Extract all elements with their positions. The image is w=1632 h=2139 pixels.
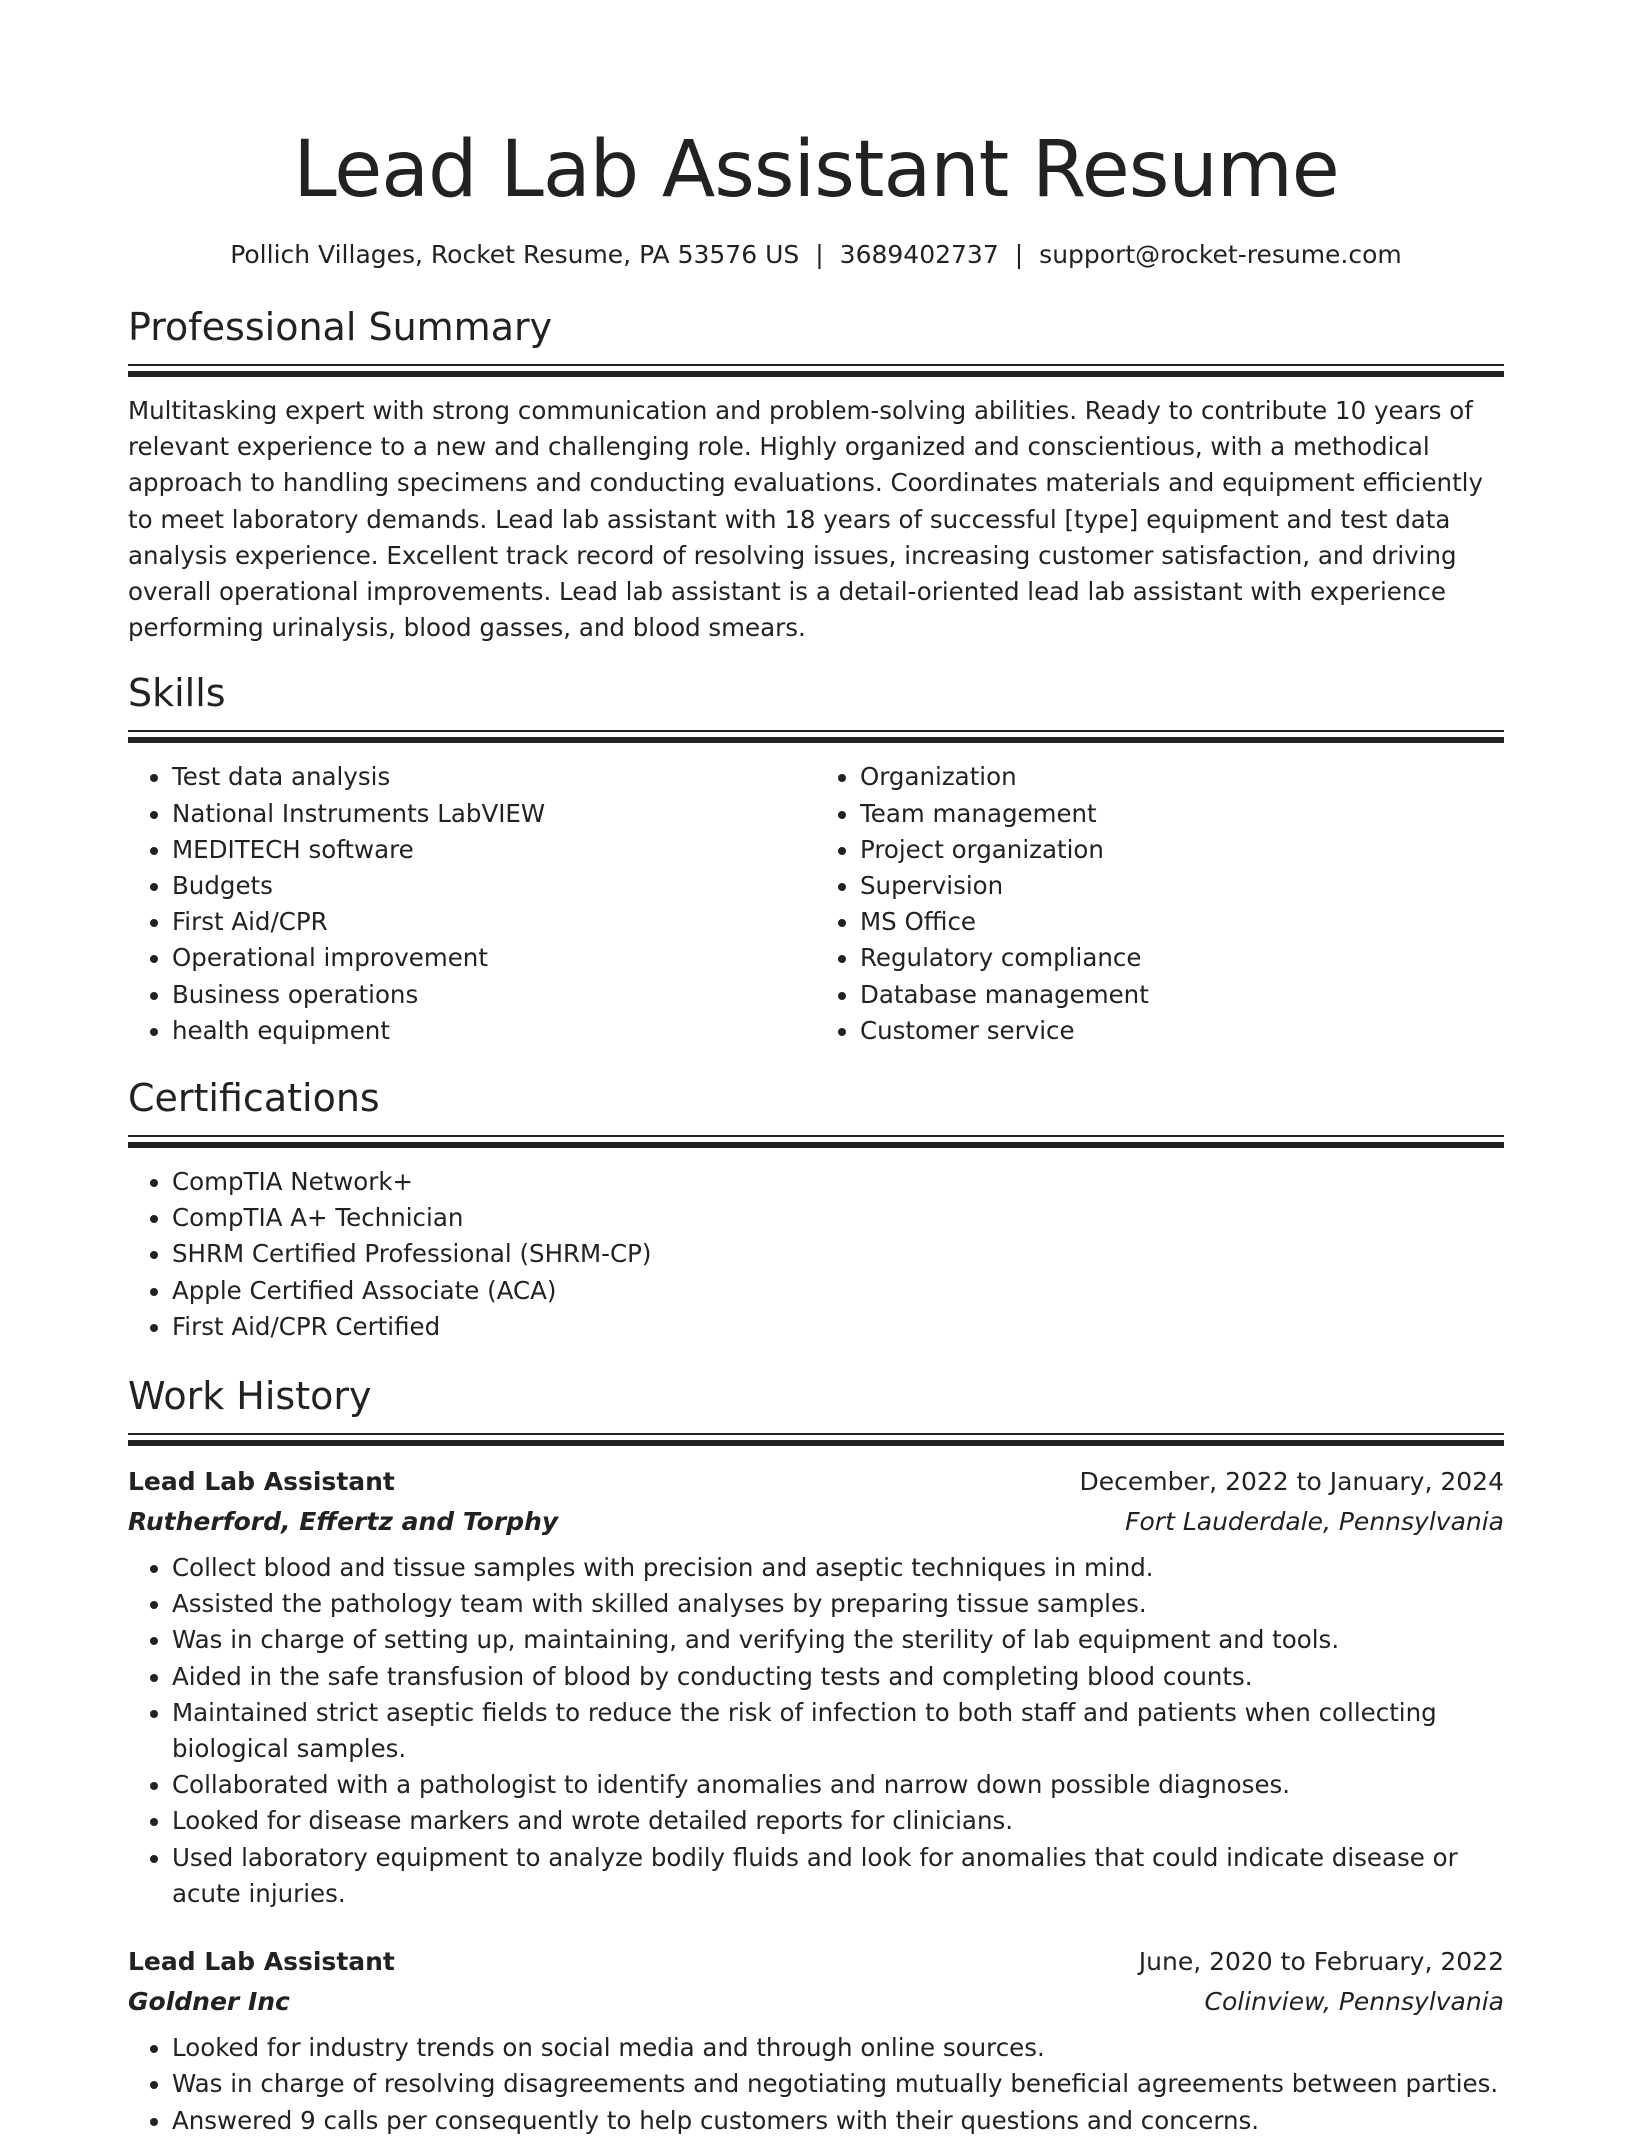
list-item: • Maintained strict aseptic fields to reduce the risk of infection to both staff and patients when collecting biological samples. bbox=[172, 1695, 1504, 1767]
job-location: Colinview, Pennsylvania bbox=[1204, 1987, 1504, 2017]
list-item: • SHRM Certified Professional (SHRM-CP) bbox=[172, 1236, 1504, 1272]
job-bullets bbox=[128, 2030, 1504, 2139]
job-entry bbox=[128, 1462, 1504, 1912]
job-entry bbox=[128, 1942, 1504, 2139]
list-item: • Test data analysis bbox=[172, 759, 816, 795]
job-company-row bbox=[128, 1982, 1504, 2022]
contact-phone: 3689402737 bbox=[839, 240, 999, 269]
skills-list-right bbox=[816, 759, 1504, 1049]
certifications-section bbox=[128, 1073, 1504, 1345]
list-item: • Apple Certified Associate (ACA) bbox=[172, 1273, 1504, 1309]
section-heading: Work History bbox=[128, 1374, 372, 1419]
list-item: • CompTIA Network+ bbox=[172, 1164, 1504, 1200]
list-item: • MEDITECH software bbox=[172, 832, 816, 868]
job-header-row bbox=[128, 1462, 1504, 1502]
list-item: • MS Office bbox=[860, 904, 1504, 940]
list-item: • Operational improvement bbox=[172, 940, 816, 976]
list-item: • Team management bbox=[860, 796, 1504, 832]
job-dates: December, 2022 to January, 2024 bbox=[1079, 1467, 1504, 1497]
list-item: • Collaborated with a pathologist to identify anomalies and narrow down possible diagnoses. bbox=[172, 1767, 1504, 1803]
list-item: • Assisted the pathology team with skilled analyses by preparing tissue samples. bbox=[172, 1586, 1504, 1622]
list-item: • Regulatory compliance bbox=[860, 940, 1504, 976]
list-item: • Used laboratory equipment to analyze bodily fluids and look for anomalies that could indicate disease or acute injuries. bbox=[172, 1840, 1504, 1912]
list-item: • CompTIA A+ Technician bbox=[172, 1200, 1504, 1236]
list-item: • Business operations bbox=[172, 977, 816, 1013]
contact-line bbox=[128, 238, 1504, 272]
list-item: • Aided in the safe transfusion of blood by conducting tests and completing blood counts. bbox=[172, 1659, 1504, 1695]
list-item: • Organization bbox=[860, 759, 1504, 795]
job-header-row bbox=[128, 1942, 1504, 1982]
list-item: • Looked for industry trends on social media and through online sources. bbox=[172, 2030, 1504, 2066]
list-item: • Budgets bbox=[172, 868, 816, 904]
summary-text: Multitasking expert with strong communication and problem-solving abilities. Ready to contribute 10 years of relevant experience to a new and challenging role. Highly organized and conscientious, with a methodical approach to handling specimens and conducting evaluations. Coordinates materials and equipment efficiently to meet laboratory demands. Lead lab assistant with 18 years of successful [type] equipment and test data analysis experience. Excellent track record of resolving issues, increasing customer satisfaction, and driving overall operational improvements. Lead lab assistant is a detail-oriented lead lab assistant with experience performing urinalysis, blood gasses, and blood smears. bbox=[128, 396, 1483, 643]
job-company-row bbox=[128, 1502, 1504, 1542]
skills-columns bbox=[128, 759, 1504, 1049]
list-item: • Was in charge of resolving disagreements and negotiating mutually beneficial agreements between parties. bbox=[172, 2066, 1504, 2102]
section-divider bbox=[128, 1433, 1504, 1446]
list-item: • Project organization bbox=[860, 832, 1504, 868]
list-item: • Supervision bbox=[860, 868, 1504, 904]
section-divider bbox=[128, 1135, 1504, 1148]
list-item: • health equipment bbox=[172, 1013, 816, 1049]
list-item: • First Aid/CPR Certified bbox=[172, 1309, 1504, 1345]
list-item: • Database management bbox=[860, 977, 1504, 1013]
skills-section bbox=[128, 668, 1504, 1049]
section-divider bbox=[128, 364, 1504, 377]
section-heading: Skills bbox=[128, 671, 226, 716]
job-company: Rutherford, Effertz and Torphy bbox=[128, 1507, 559, 1537]
contact-separator: | bbox=[1014, 240, 1024, 269]
job-bullets bbox=[128, 1550, 1504, 1912]
job-title: Lead Lab Assistant bbox=[128, 1467, 395, 1497]
list-item: • National Instruments LabVIEW bbox=[172, 796, 816, 832]
list-item: • Was in charge of setting up, maintaining, and verifying the sterility of lab equipment and tools. bbox=[172, 1622, 1504, 1658]
list-item: • Collect blood and tissue samples with precision and aseptic techniques in mind. bbox=[172, 1550, 1504, 1586]
summary-section bbox=[128, 302, 1504, 646]
section-divider bbox=[128, 730, 1504, 743]
certifications-list bbox=[128, 1164, 1504, 1345]
section-heading: Certifications bbox=[128, 1076, 380, 1121]
contact-separator: | bbox=[815, 240, 824, 269]
list-item: • Looked for disease markers and wrote detailed reports for clinicians. bbox=[172, 1803, 1504, 1839]
work-section bbox=[128, 1371, 1504, 2139]
contact-email: support@rocket-resume.com bbox=[1039, 240, 1402, 269]
work-history-list bbox=[128, 1462, 1504, 2139]
contact-address: Pollich Villages, Rocket Resume, PA 53576 US bbox=[230, 240, 800, 269]
page-title: Lead Lab Assistant Resume bbox=[293, 125, 1339, 215]
job-company: Goldner Inc bbox=[128, 1987, 290, 2017]
list-item: • First Aid/CPR bbox=[172, 904, 816, 940]
skills-list-left bbox=[128, 759, 816, 1049]
list-item: • Answered 9 calls per consequently to help customers with their questions and concerns. bbox=[172, 2103, 1504, 2139]
job-title: Lead Lab Assistant bbox=[128, 1947, 395, 1977]
section-heading: Professional Summary bbox=[128, 305, 553, 349]
list-item: • Customer service bbox=[860, 1013, 1504, 1049]
job-location: Fort Lauderdale, Pennsylvania bbox=[1125, 1507, 1504, 1537]
job-dates: June, 2020 to February, 2022 bbox=[1138, 1947, 1504, 1977]
